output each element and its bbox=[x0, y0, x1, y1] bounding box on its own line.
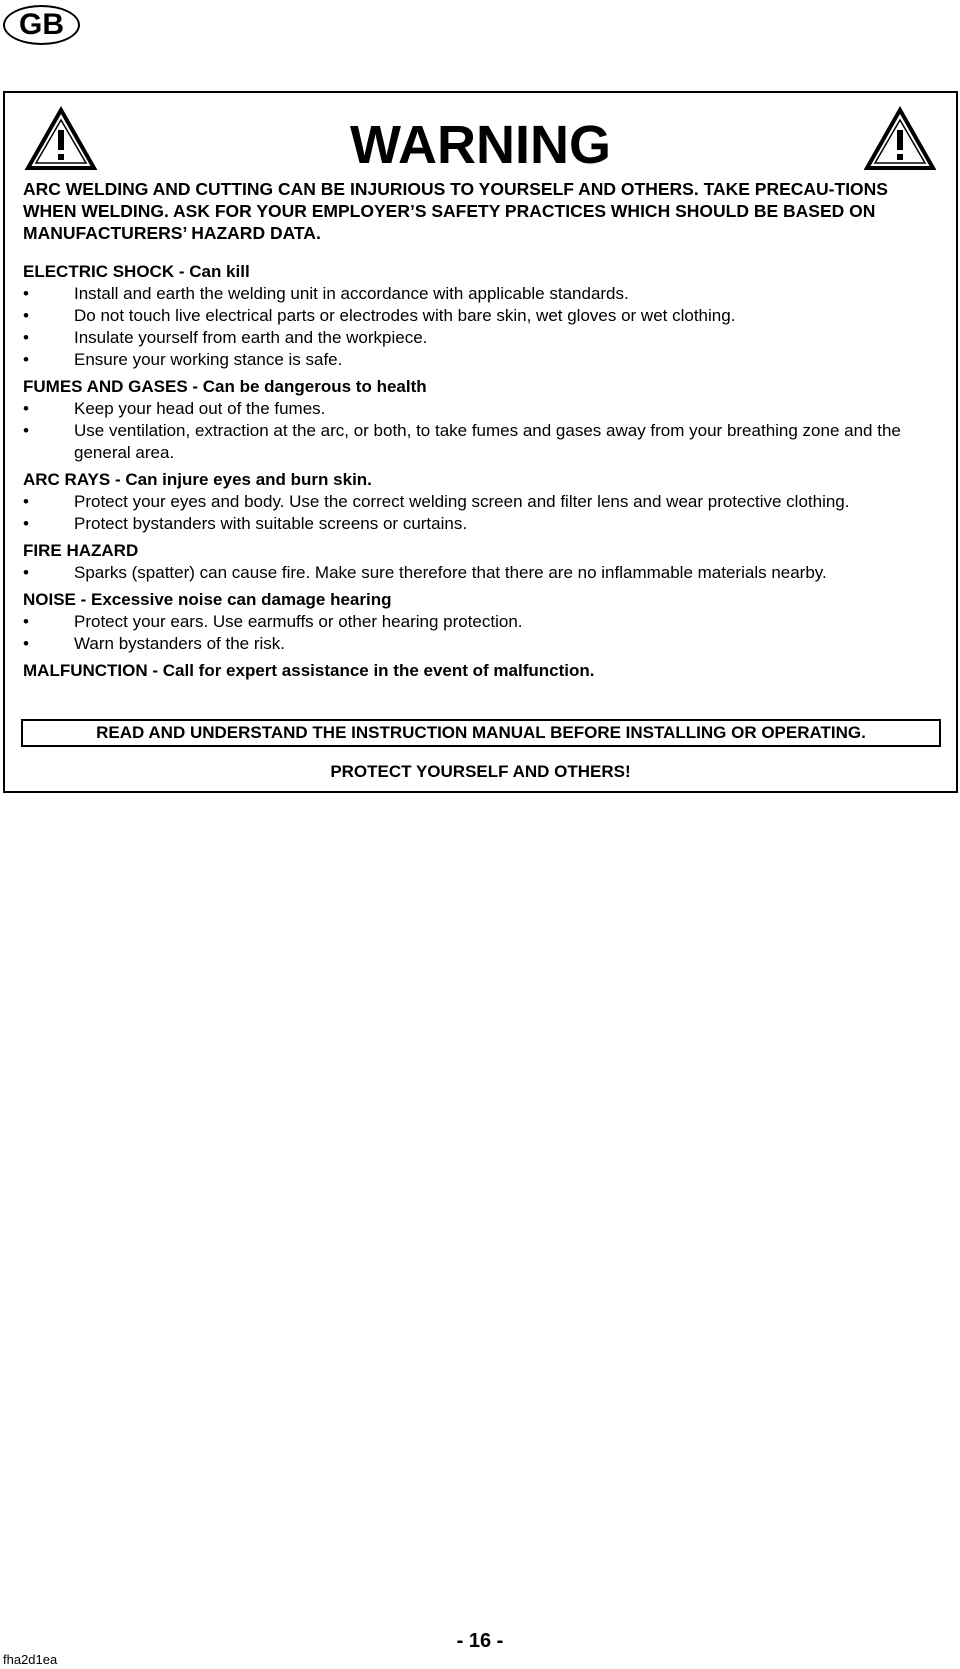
list-item-text: Keep your head out of the fumes. bbox=[74, 399, 326, 418]
bullet: • bbox=[23, 421, 29, 440]
warning-box bbox=[3, 91, 958, 793]
list-item bbox=[23, 283, 953, 305]
language-badge-label: GB bbox=[19, 8, 64, 41]
section-heading: NOISE - Excessive noise can damage hearing bbox=[23, 590, 392, 609]
section-fire-hazard bbox=[23, 540, 953, 584]
list-item bbox=[23, 327, 953, 349]
section-heading: ARC RAYS - Can injure eyes and burn skin. bbox=[23, 470, 372, 489]
hazard-sections bbox=[23, 261, 953, 682]
instruction-manual-banner bbox=[21, 719, 941, 747]
bullet: • bbox=[23, 514, 29, 533]
list-item bbox=[23, 491, 953, 513]
list-item bbox=[23, 633, 953, 655]
section-electric-shock bbox=[23, 261, 953, 371]
warning-title: WARNING bbox=[350, 115, 611, 175]
list-item-text: Install and earth the welding unit in accordance with applicable standards. bbox=[74, 284, 629, 303]
list-item bbox=[23, 611, 953, 633]
bullet: • bbox=[23, 492, 29, 511]
bullet: • bbox=[23, 612, 29, 631]
page-number: - 16 - bbox=[456, 1630, 504, 1652]
language-badge bbox=[3, 5, 80, 45]
list-item-text: Do not touch live electrical parts or electrodes with bare skin, wet gloves or wet clothing. bbox=[74, 306, 736, 325]
banner-text: READ AND UNDERSTAND THE INSTRUCTION MANUAL BEFORE INSTALLING OR OPERATING. bbox=[96, 723, 866, 742]
list-item-text: Protect your ears. Use earmuffs or other hearing protection. bbox=[74, 612, 523, 631]
bullet: • bbox=[23, 284, 29, 303]
section-heading: FIRE HAZARD bbox=[23, 541, 139, 560]
list-item-text: Ensure your working stance is safe. bbox=[74, 350, 343, 369]
bullet: • bbox=[23, 563, 29, 582]
list-item-text: Insulate yourself from earth and the workpiece. bbox=[74, 328, 428, 347]
bullet: • bbox=[23, 328, 29, 347]
section-heading: FUMES AND GASES - Can be dangerous to health bbox=[23, 377, 427, 396]
section-arc-rays bbox=[23, 469, 953, 535]
section-fumes-gases bbox=[23, 376, 953, 464]
list-item bbox=[23, 305, 953, 327]
list-item bbox=[23, 562, 953, 584]
list-item bbox=[23, 420, 953, 464]
bullet: • bbox=[23, 350, 29, 369]
bullet: • bbox=[23, 399, 29, 418]
list-item bbox=[23, 513, 953, 535]
protect-notice: PROTECT YOURSELF AND OTHERS! bbox=[330, 762, 631, 781]
section-heading: ELECTRIC SHOCK - Can kill bbox=[23, 262, 250, 281]
list-item-text: Warn bystanders of the risk. bbox=[74, 634, 286, 653]
bullet: • bbox=[23, 306, 29, 325]
section-noise bbox=[23, 589, 953, 655]
section-heading: MALFUNCTION - Call for expert assistance in the event of malfunction. bbox=[23, 661, 595, 680]
list-item-text: Sparks (spatter) can cause fire. Make sure therefore that there are no inflammable materials nearby. bbox=[74, 563, 827, 582]
bullet: • bbox=[23, 634, 29, 653]
section-malfunction bbox=[23, 660, 953, 682]
list-item bbox=[23, 398, 953, 420]
list-item-text: Protect your eyes and body. Use the correct welding screen and filter lens and wear protective clothing. bbox=[74, 492, 850, 511]
document-code: fha2d1ea bbox=[3, 1652, 58, 1667]
warning-intro: ARC WELDING AND CUTTING CAN BE INJURIOUS TO YOURSELF AND OTHERS. TAKE PRECAU-TIONS WHEN WELDING. ASK FOR YOUR EMPLOYER’S SAFETY PRACTICES WHICH SHOULD BE BASED ON MANUFACTURERS’ HAZARD DATA. bbox=[23, 179, 888, 243]
list-item-text: Protect bystanders with suitable screens or curtains. bbox=[74, 514, 468, 533]
list-item bbox=[23, 349, 953, 371]
list-item-text: Use ventilation, extraction at the arc, or both, to take fumes and gases away from your breathing zone and the general area. bbox=[74, 421, 901, 462]
